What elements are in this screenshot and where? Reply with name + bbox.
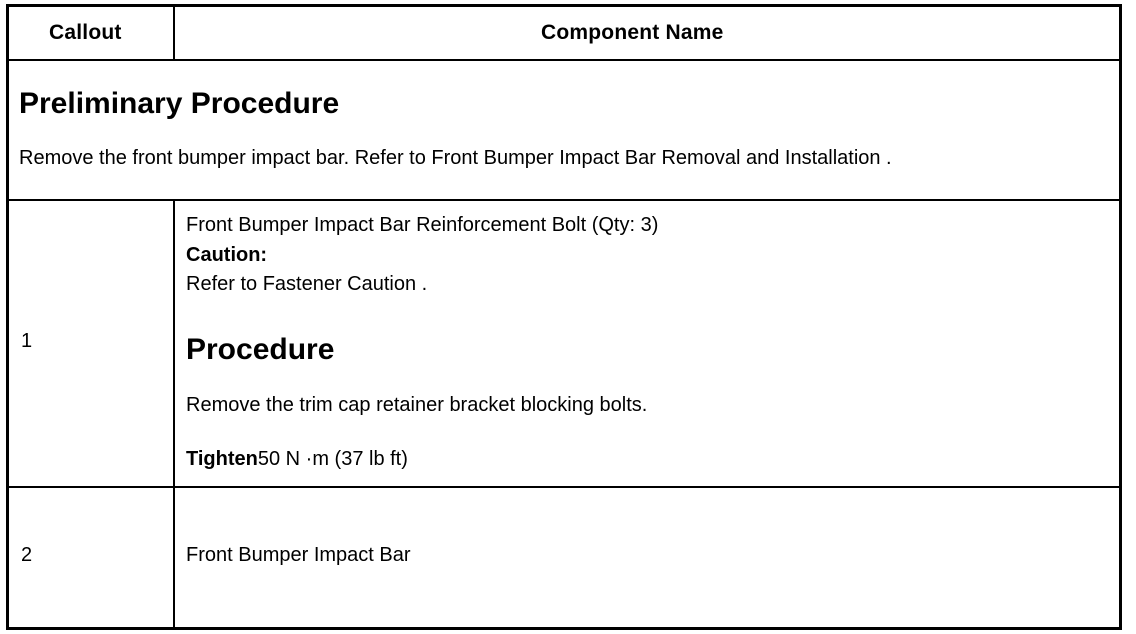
row-2-component-name: Front Bumper Impact Bar <box>186 544 411 566</box>
row-1-procedure-title: Procedure <box>186 333 335 366</box>
row-2-callout: 2 <box>21 544 33 566</box>
column-divider-rows <box>173 199 175 627</box>
row-1-component-name: Front Bumper Impact Bar Reinforcement Bolt (Qty: 3) <box>186 214 659 236</box>
preliminary-divider <box>9 199 1119 201</box>
row-1-tighten-spec <box>186 448 408 471</box>
row-divider <box>9 486 1119 488</box>
preliminary-procedure-text: Remove the front bumper impact bar. Refer to Front Bumper Impact Bar Removal and Installation . <box>19 147 892 169</box>
header-component-name: Component Name <box>541 21 724 44</box>
row-1-tighten-label: Tighten <box>186 448 258 470</box>
row-1-procedure-step: Remove the trim cap retainer bracket blocking bolts. <box>186 394 648 416</box>
row-1-caution-text: Refer to Fastener Caution . <box>186 273 428 295</box>
row-1-callout: 1 <box>21 330 33 352</box>
header-divider <box>9 59 1119 61</box>
row-1-caution-label: Caution: <box>186 244 268 266</box>
preliminary-procedure-title: Preliminary Procedure <box>19 87 340 120</box>
column-divider-header <box>173 7 175 59</box>
header-callout: Callout <box>49 21 122 44</box>
component-table <box>6 4 1122 630</box>
row-1-tighten-value: 50 N ·m (37 lb ft) <box>257 448 408 470</box>
